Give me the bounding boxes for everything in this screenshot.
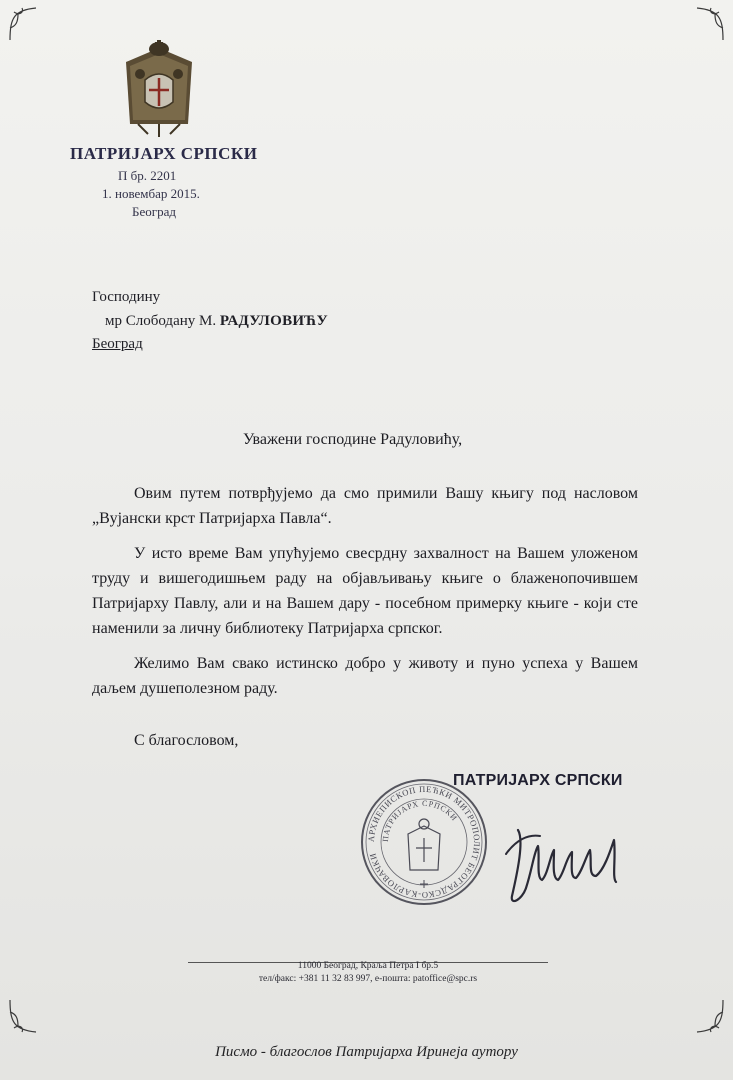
reference-number: П бр. 2201 bbox=[118, 168, 177, 183]
header-title: ПАТРИЈАРХ СРПСКИ bbox=[70, 144, 258, 163]
footer-address: 11000 Београд, Краља Петра I бр.5 bbox=[297, 961, 439, 971]
closing: С благословом, bbox=[134, 732, 239, 749]
official-seal-stamp bbox=[358, 776, 490, 908]
letter-date: 1. новембар 2015. bbox=[102, 186, 200, 201]
addressee-name bbox=[105, 313, 328, 330]
salutation: Уважени господине Радуловићу, bbox=[243, 431, 463, 448]
addressee-title: Господину bbox=[92, 289, 161, 305]
paragraph-2: У исто време Вам упућујемо свесрдну захвалност на Вашем уложеном труду и вишегодишњем раду на објављивању књиге о блаженопочившем Патријарху Павлу, али и на Вашем дару - посебном примерку књиге - који сте наменили за личну библиотеку Патријарха српског. bbox=[92, 545, 638, 637]
addressee-city: Београд bbox=[92, 336, 143, 352]
addressee-surname: РАДУЛОВИЋУ bbox=[219, 313, 328, 329]
letter-city: Београд bbox=[132, 204, 176, 219]
image-caption: Писмо - благослов Патријарха Иринеја аутору bbox=[215, 1044, 518, 1060]
corner-ornament-top-right bbox=[687, 4, 727, 44]
corner-ornament-bottom-left bbox=[6, 996, 46, 1036]
addressee-name-prefix: мр Слободану М. bbox=[105, 313, 217, 329]
signatory-title: ПАТРИЈАРХ СРПСКИ bbox=[453, 772, 623, 789]
handwritten-signature bbox=[488, 800, 638, 920]
paragraph-3: Желимо Вам свако истинско добро у животу и пуно успеха у Вашем даљем душеполезном раду. bbox=[92, 655, 638, 697]
footer-contacts: тел/факс: +381 11 32 83 997, е-пошта: patoffice@spc.rs bbox=[258, 974, 478, 984]
seal-inner-text: ПАТРИЈАРХ СРПСКИ bbox=[380, 798, 460, 843]
patriarchate-coat-of-arms-icon bbox=[118, 40, 200, 138]
paragraph-1: Овим путем потврђујемо да смо примили Вашу књигу под насловом „Вујански крст Патријарха Павла“. bbox=[92, 485, 638, 527]
seal-ring-text: АРХИЕПИСКОП ПЕЋКИ МИТРОПОЛИТ БЕОГРАДСКО-КАРЛОВАЧКИ bbox=[365, 783, 483, 901]
corner-ornament-bottom-right bbox=[687, 996, 727, 1036]
corner-ornament-top-left bbox=[6, 4, 46, 44]
